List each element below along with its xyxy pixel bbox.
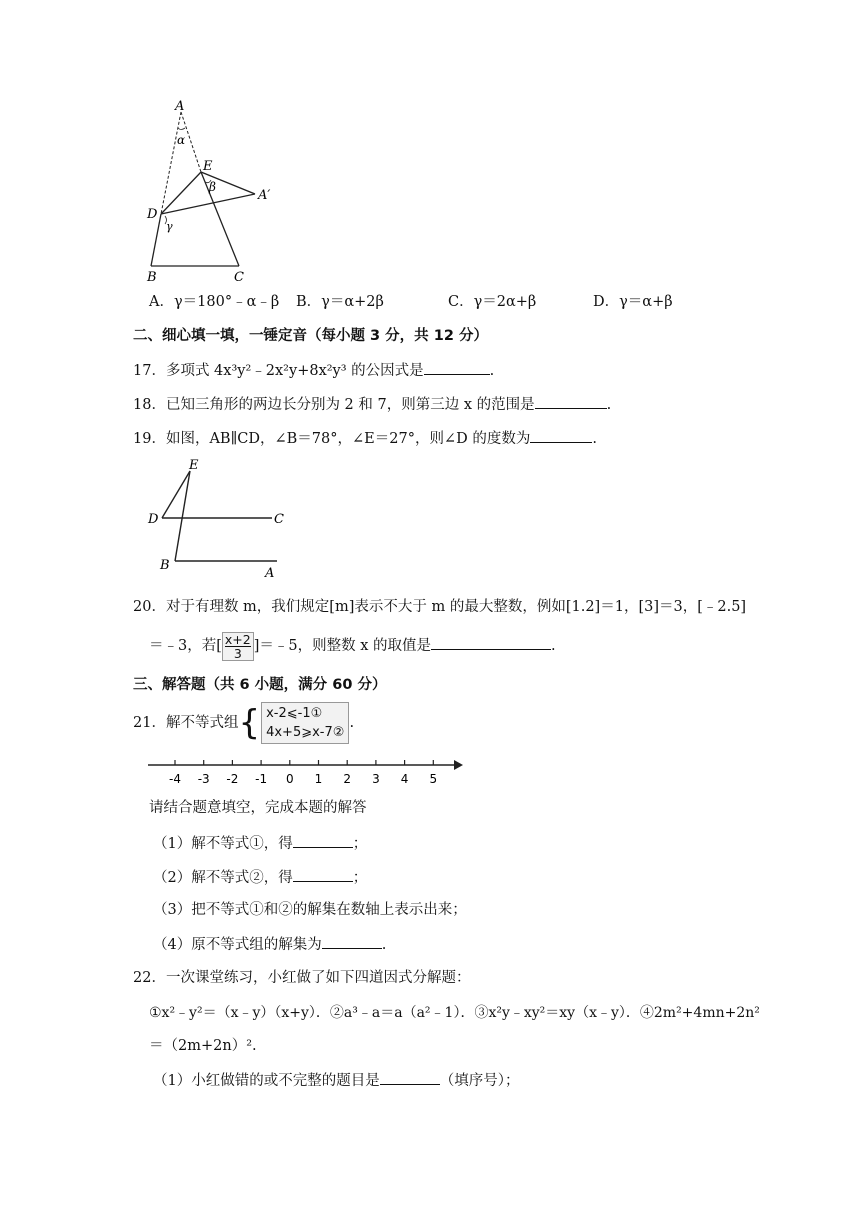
q20-period: .: [551, 638, 556, 654]
q20-answer-blank[interactable]: [431, 635, 551, 650]
q21-step-2-text: （2）解不等式②，得: [153, 870, 293, 886]
q16-option-d: D．γ＝α+β: [593, 294, 673, 310]
q21-intro: 请结合题意填空，完成本题的解答: [149, 800, 367, 816]
q21-number: 21．: [133, 715, 166, 731]
number-line-tick-label: 0: [285, 772, 294, 786]
q22-step-1: [153, 1070, 519, 1091]
q18-text: 已知三角形的两边长分别为 2 和 7，则第三边 x 的范围是: [165, 397, 535, 413]
q19-answer-blank[interactable]: [530, 428, 592, 443]
q21-step-4-text: （4）原不等式组的解集为: [153, 937, 322, 953]
q17-answer-blank[interactable]: [424, 360, 490, 375]
q20-line2: [149, 630, 556, 662]
q17: [133, 360, 494, 381]
q21-text: 解不等式组: [165, 715, 239, 731]
q17-text: 多项式 4x³y²﹣2x²y+8x²y³ 的公因式是: [165, 363, 424, 379]
q21-step-4-blank[interactable]: [322, 934, 382, 949]
number-line-tick-label: -3: [197, 772, 210, 786]
q20-fraction-denominator: 3: [233, 645, 242, 661]
number-line-tick-label: 5: [429, 772, 438, 786]
q20-fraction-numerator: x+2: [224, 631, 251, 647]
label-D: D: [147, 207, 158, 222]
q20-text-2: ＝﹣3，若[: [149, 638, 222, 654]
label-C: C: [234, 270, 244, 285]
q21-step-4-end: .: [381, 937, 387, 953]
angle-alpha-arc: [178, 128, 185, 130]
q17-number: 17．: [133, 363, 166, 379]
number-line-arrow: [454, 760, 463, 770]
section-2-title: 二、细心填一填，一锤定音（每小题 3 分，共 12 分）: [133, 328, 488, 344]
q22-number: 22．: [133, 970, 166, 986]
label-B: B: [160, 558, 170, 573]
q21-step-1-blank[interactable]: [293, 833, 353, 848]
q17-period: .: [489, 363, 495, 379]
q22-problems-line-2: ＝（2m+2n）².: [149, 1038, 257, 1054]
segment-DE: [161, 172, 201, 214]
q21-step-1-end: ；: [352, 836, 368, 852]
number-line-tick-label: 4: [400, 772, 409, 786]
q21-step-1-text: （1）解不等式①，得: [153, 836, 293, 852]
label-beta: β: [209, 180, 216, 194]
q21-inequality-system: [261, 702, 349, 744]
q19-number: 19．: [133, 431, 166, 447]
q22-intro-text: 一次课堂练习，小红做了如下四道因式分解题：: [165, 970, 471, 986]
q22-step-1-blank[interactable]: [380, 1070, 440, 1085]
label-gamma: γ: [166, 220, 173, 233]
q16-option-a: A．γ＝180°﹣α﹣β: [149, 294, 280, 310]
section-3-title: 三、解答题（共 6 小题，满分 60 分）: [133, 677, 387, 693]
label-A-prime: A′: [258, 188, 271, 203]
label-alpha: α: [177, 133, 186, 147]
q18: [133, 394, 611, 415]
q18-answer-blank[interactable]: [535, 394, 607, 409]
q22-step-1-text: （1）小红做错的或不完整的题目是: [153, 1073, 380, 1089]
label-E: E: [203, 159, 213, 174]
label-D: D: [148, 512, 159, 527]
q18-number: 18．: [133, 397, 166, 413]
q19-period: .: [592, 431, 597, 447]
q21-step-2: [153, 867, 367, 888]
q20-fraction: [222, 632, 254, 661]
label-C: C: [274, 512, 284, 527]
label-B: B: [147, 270, 157, 285]
label-A: A: [175, 99, 185, 114]
q21-step-2-blank[interactable]: [293, 867, 353, 882]
q21-period: .: [349, 715, 355, 731]
q16-option-c: C．γ＝2α+β: [448, 294, 537, 310]
q20-line1: [133, 597, 746, 617]
segment-DA-prime: [161, 194, 255, 214]
label-A: A: [265, 566, 275, 581]
number-line-tick-label: 1: [314, 772, 323, 786]
q19: [133, 428, 597, 449]
number-line-tick-label: -4: [169, 772, 181, 786]
q21-step-4: [153, 934, 386, 955]
q20-number: 20．: [133, 599, 166, 615]
q20-text-3: ]＝﹣5，则整数 x 的取值是: [253, 638, 431, 654]
q21: [133, 700, 354, 746]
q16-figure: [135, 98, 285, 288]
q19-text: 如图，AB∥CD，∠B＝78°，∠E＝27°，则∠D 的度数为: [165, 431, 531, 447]
number-line-tick-label: -1: [255, 772, 268, 786]
q22-problems-line-1: ①x²﹣y²＝（x﹣y）（x+y）．②a³﹣a＝a（a²﹣1）．③x²y﹣xy²＝xy（x﹣y）．④2m²+4mn+2n²: [149, 1005, 760, 1021]
q21-inequality-1: x-2⩽-1①: [266, 706, 323, 721]
q22-intro: [133, 968, 470, 988]
q22-step-1-end: （填序号）；: [439, 1073, 520, 1089]
q21-inequality-2: 4x+5⩾x-7②: [266, 725, 345, 740]
q21-step-3: （3）把不等式①和②的解集在数轴上表示出来；: [153, 902, 467, 918]
q19-figure: [140, 455, 300, 583]
number-line-tick-label: 3: [372, 772, 380, 786]
segment-EC: [201, 172, 239, 266]
number-line-ticks: [169, 760, 437, 786]
label-E: E: [189, 458, 199, 473]
q21-step-1: [153, 833, 367, 854]
q18-period: .: [606, 397, 612, 413]
q21-brace: {: [238, 703, 261, 743]
q16-option-b: B．γ＝α+2β: [296, 294, 384, 310]
dashed-AD: [161, 112, 181, 214]
q21-number-line: [148, 752, 468, 790]
q20-text-1: 对于有理数 m，我们规定[m]表示不大于 m 的最大整数，例如[1.2]＝1，[3]＝3，[﹣2.5]: [165, 599, 747, 615]
number-line-tick-label: 2: [343, 772, 352, 786]
number-line-tick-label: -2: [226, 772, 239, 786]
q21-step-2-end: ；: [352, 870, 368, 886]
